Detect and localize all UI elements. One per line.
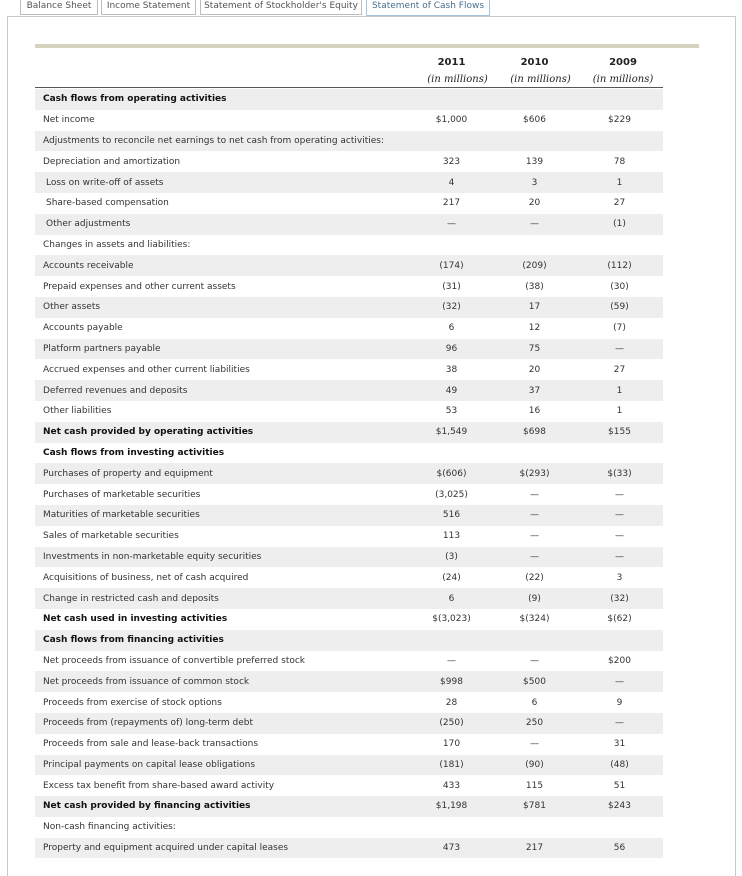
value-2011: 217 [442,198,461,209]
table-row [35,318,663,339]
value-2009: (112) [576,255,663,276]
value-2010: $500 [493,671,576,692]
row-label: Cash flows from operating activities [35,89,410,110]
statement-tabs [0,0,742,17]
table-row [35,567,663,588]
row-label: Accrued expenses and other current liabilities [43,364,250,375]
row-label: Investments in non-marketable equity securities [35,547,410,568]
table-row [35,110,663,131]
value-2009: 3 [616,572,623,583]
value-2011 [410,89,493,110]
value-2010: — [493,547,576,568]
value-2011: 323 [442,156,461,167]
value-2011: 4 [410,172,493,193]
value-2010: 37 [493,380,576,401]
tab-stockholders-equity[interactable]: Statement of Stockholder's Equity [200,0,362,15]
table-row [35,755,663,776]
value-2009: 27 [613,198,626,209]
value-2009: — [576,339,663,360]
table-row [35,838,663,859]
table-row [35,651,663,672]
value-2011 [410,131,493,152]
row-label: Proceeds from sale and lease-back transactions [43,739,259,750]
value-2010: — [530,655,539,666]
value-2009: (1) [576,214,663,235]
value-2011: $998 [410,671,493,692]
table-row [35,276,663,297]
value-2009: 1 [576,380,663,401]
table-row [35,401,663,422]
value-2011: (24) [442,572,461,583]
section-row [35,443,663,464]
row-label: Property and equipment acquired under capital leases [35,838,410,859]
value-2010: (209) [493,255,576,276]
table-row [35,359,663,380]
value-2009: 1 [576,172,663,193]
row-label: Cash flows from financing activities [35,630,410,651]
row-label: Changes in assets and liabilities: [43,239,191,250]
value-2010: (22) [525,572,544,583]
row-label: Proceeds from exercise of stock options [43,697,222,708]
value-2009: 31 [613,739,626,750]
value-2009: — [576,671,663,692]
value-2010: 17 [493,297,576,318]
value-2010 [493,630,576,651]
value-2009: (30) [610,281,629,292]
value-2010: 217 [493,838,576,859]
row-label: Cash flows from investing activities [43,447,225,458]
value-2010: — [530,531,539,542]
value-2010: 20 [528,364,541,375]
value-2011: 49 [410,380,493,401]
value-2009: $200 [608,655,631,666]
value-2009: 78 [613,156,626,167]
value-2011: (3) [410,547,493,568]
row-label: Net cash used in investing activities [43,614,228,625]
column-unit-2010: (in millions) [510,74,571,85]
row-label: Depreciation and amortization [43,156,181,167]
row-label: Other assets [35,297,410,318]
row-label: Net cash provided by financing activities [35,796,410,817]
value-2009: 1 [616,406,623,417]
value-2011: 38 [445,364,458,375]
value-2010: 16 [528,406,541,417]
row-label: Principal payments on capital lease obligations [35,755,410,776]
value-2009: — [615,531,624,542]
row-label: Loss on write-off of assets [35,172,410,193]
value-2010: (90) [493,755,576,776]
value-2011: 6 [410,588,493,609]
table-row [35,588,663,609]
row-label: Sales of marketable securities [43,531,179,542]
section-row [35,630,663,651]
value-2011: $1,549 [410,422,493,443]
row-label: Accounts payable [43,323,123,334]
value-2011: (31) [442,281,461,292]
row-label: Net cash provided by operating activities [35,422,410,443]
value-2010: 6 [531,697,538,708]
table-row [35,484,663,505]
value-2009 [576,443,663,464]
table-row [35,235,663,256]
value-2011: 53 [445,406,458,417]
value-2011: — [447,655,456,666]
value-2011: $1,000 [435,115,468,126]
table-row [35,380,663,401]
tab-income-statement[interactable]: Income Statement [101,0,196,15]
value-2011: 170 [442,739,461,750]
value-2010: 250 [493,713,576,734]
value-2010: $(324) [519,614,550,625]
row-label: Accounts receivable [35,255,410,276]
value-2009 [576,131,663,152]
column-year-2011: 2011 [437,57,466,68]
value-2010: 75 [493,339,576,360]
value-2009: — [615,489,624,500]
value-2009: — [576,505,663,526]
table-row [35,713,663,734]
value-2011: 96 [410,339,493,360]
value-2010: — [530,739,539,750]
value-2011: (250) [410,713,493,734]
table-row [35,255,663,276]
value-2011: $1,198 [410,796,493,817]
table-row [35,547,663,568]
row-label: Non-cash financing activities: [43,822,176,833]
value-2010 [493,817,576,838]
row-label: Purchases of property and equipment [35,463,410,484]
value-2011: — [410,214,493,235]
value-2009: (7) [613,323,626,334]
row-label: Maturities of marketable securities [35,505,410,526]
row-label: Net proceeds from issuance of convertible preferred stock [43,655,306,666]
table-row [35,463,663,484]
row-label: Proceeds from (repayments of) long-term debt [35,713,410,734]
table-row [35,671,663,692]
value-2011: (32) [410,297,493,318]
value-2009: — [576,547,663,568]
row-label: Other liabilities [43,406,112,417]
table-row [35,193,663,214]
value-2010: (38) [525,281,544,292]
table-row [35,297,663,318]
value-2011: 473 [410,838,493,859]
row-label: Other adjustments [35,214,410,235]
row-label: Acquisitions of business, net of cash acquired [43,572,249,583]
column-header-underline [35,87,663,88]
value-2009: $(33) [576,463,663,484]
value-2011 [410,235,493,256]
row-label: Adjustments to reconcile net earnings to net cash from operating activities: [35,131,410,152]
row-label: Net proceeds from issuance of common stock [35,671,410,692]
value-2011 [410,817,493,838]
section-row [35,796,663,817]
value-2010: 115 [525,780,544,791]
row-label: Purchases of marketable securities [43,489,201,500]
value-2009: $229 [608,115,631,126]
table-row [35,172,663,193]
value-2011: $(606) [410,463,493,484]
header-rule [35,44,699,48]
value-2009 [576,235,663,256]
value-2009: 27 [613,364,626,375]
table-row [35,526,663,547]
value-2011 [410,630,493,651]
table-row [35,692,663,713]
value-2009 [576,89,663,110]
value-2011: (3,025) [435,489,468,500]
value-2011 [410,443,493,464]
value-2010 [493,131,576,152]
value-2010: — [493,214,576,235]
value-2009: 56 [576,838,663,859]
cash-flow-table [35,89,663,858]
value-2009: 51 [613,780,626,791]
value-2010: $606 [523,115,546,126]
value-2009: $(62) [607,614,632,625]
table-row [35,214,663,235]
tab-cash-flows[interactable]: Statement of Cash Flows [366,0,490,16]
table-row [35,817,663,838]
value-2010 [493,89,576,110]
value-2009: (59) [576,297,663,318]
value-2010: — [530,489,539,500]
value-2010 [493,235,576,256]
table-row [35,151,663,172]
value-2011: 516 [410,505,493,526]
value-2011: $(3,023) [432,614,471,625]
section-row [35,422,663,443]
value-2009: $155 [576,422,663,443]
section-row [35,609,663,630]
value-2009 [576,817,663,838]
value-2009: $243 [576,796,663,817]
column-unit-2009: (in millions) [592,74,654,85]
value-2010: 20 [528,198,541,209]
value-2009: (32) [576,588,663,609]
row-label: Net income [43,115,95,126]
table-row [35,131,663,152]
value-2010: (9) [493,588,576,609]
value-2010: 139 [525,156,544,167]
value-2011: (181) [410,755,493,776]
value-2010: $698 [493,422,576,443]
tab-balance-sheet[interactable]: Balance Sheet [20,0,98,15]
row-label: Deferred revenues and deposits [35,380,410,401]
value-2009 [576,630,663,651]
table-row [35,339,663,360]
value-2011: 6 [448,323,455,334]
value-2010: 12 [528,323,541,334]
column-year-2010: 2010 [520,57,549,68]
value-2010 [493,443,576,464]
row-label: Platform partners payable [35,339,410,360]
table-row [35,775,663,796]
value-2010: $781 [493,796,576,817]
row-label: Prepaid expenses and other current assets [43,281,236,292]
section-row [35,89,663,110]
table-row [35,734,663,755]
row-label: Share-based compensation [46,198,169,209]
value-2009: — [576,713,663,734]
value-2010: 3 [493,172,576,193]
value-2011: 433 [442,780,461,791]
value-2011: (174) [410,255,493,276]
value-2011: 113 [442,531,461,542]
value-2009: (48) [576,755,663,776]
table-row [35,505,663,526]
row-label: Excess tax benefit from share-based award activity [43,780,275,791]
column-unit-2011: (in millions) [427,74,488,85]
column-year-2009: 2009 [609,57,637,68]
value-2011: 28 [445,697,458,708]
value-2010: — [493,505,576,526]
value-2010: $(293) [493,463,576,484]
row-label: Change in restricted cash and deposits [35,588,410,609]
value-2009: 9 [616,697,623,708]
